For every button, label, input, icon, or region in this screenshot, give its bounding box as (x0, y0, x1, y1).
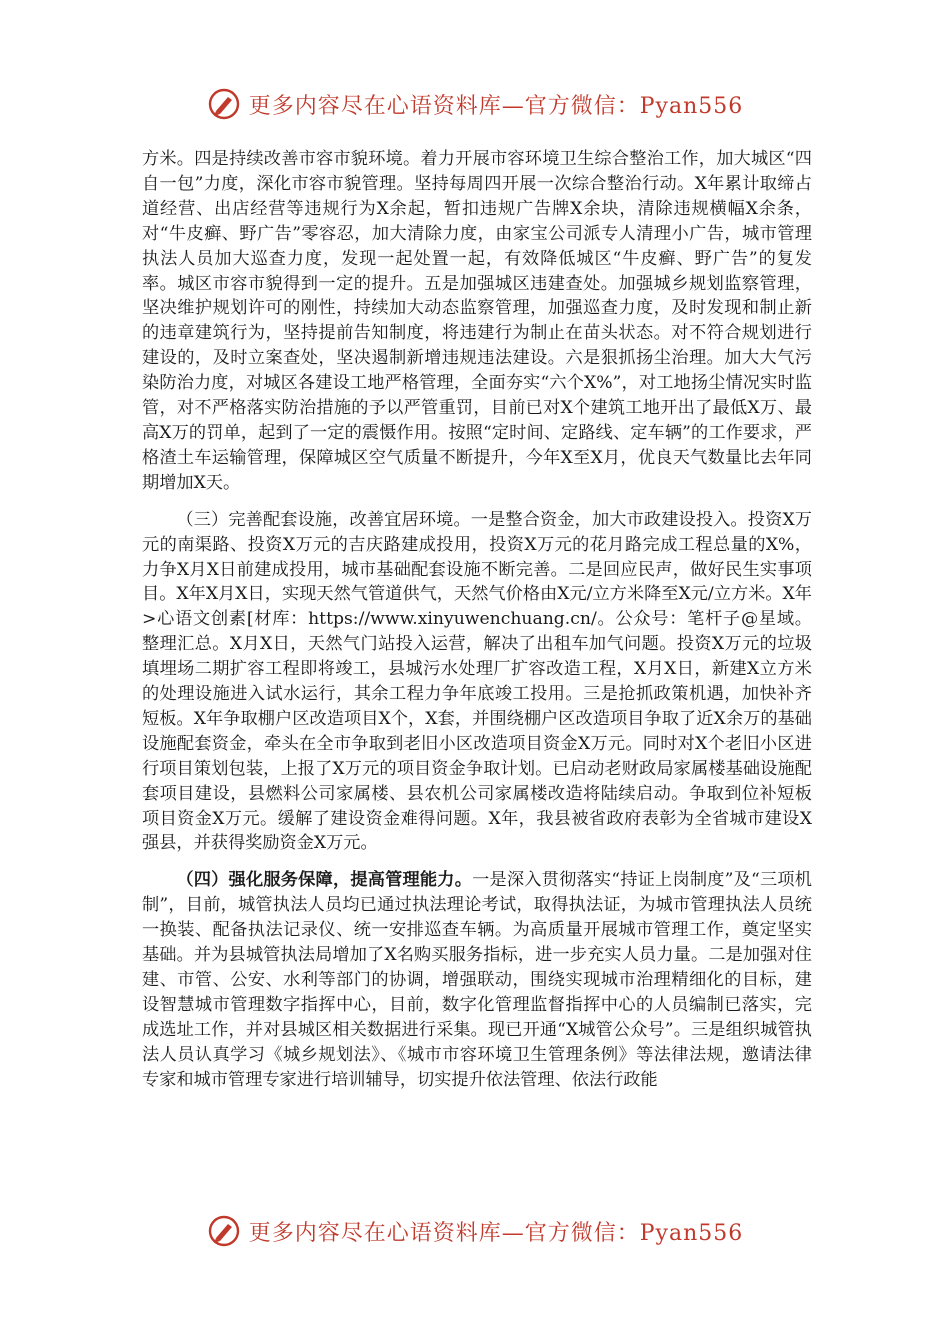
header-banner (0, 84, 950, 124)
section-heading: （四）强化服务保障，提高管理能力。 (176, 870, 473, 891)
banner-text (249, 1216, 744, 1247)
brand-text: 更多内容尽在心语资料库 (248, 1220, 502, 1246)
banner-separator: — (501, 93, 525, 119)
banner-separator: — (501, 1220, 525, 1246)
paragraph-3-body: 一是深入贯彻落实“持证上岗制度”及“三项机制”，目前，城管执法人员均已通过执法理论考试，取得执法证，为城市管理执法人员统一换装、配备执法记录仪、统一安排巡查车辆。为高质量开展城市管理工作，奠定坚实基础。并为县城管执法局增加了X名购买服务指标，进一步充实人员力量。二是加强对住建、市管、公安、水利等部门的协调，增强联动，围绕实现城市治理精细化的目标，建设智慧城市管理数字指挥中心，目前，数字化管理监督指挥中心的人员编制已落实，完成选址工作，并对县城区相关数据进行采集。现已开通“X城管公众号”。三是组织城管执法人员认真学习《城乡规划法》、《城市市容环境卫生管理条例》等法律法规，邀请法律专家和城市管理专家进行培训辅导，切实提升依法管理、依法行政能 (142, 870, 812, 1090)
paragraph-3 (142, 868, 812, 1092)
paragraph-1: 方米。四是持续改善市容市貌环境。着力开展市容环境卫生综合整治工作，加大城区“四自一包”力度，深化市容市貌管理。坚持每周四开展一次综合整治行动。X年累计取缔占道经营、出店经营等违规行为X余起，暂扣违规广告牌X余块，清除违规横幅X余条，对“牛皮癣、野广告”零容忍，加大清除力度，由家宝公司派专人清理小广告，城市管理执法人员加大巡查力度，发现一起处置一起，有效降低城区“牛皮癣、野广告”的复发率。城区市容市貌得到一定的提升。五是加强城区违建查处。加强城乡规划监察管理，坚决维护规划许可的刚性，持续加大动态监察管理，加强巡查力度，及时发现和制止新的违章建筑行为，坚持提前告知制度，将违建行为制止在苗头状态。对不符合规划进行建设的，及时立案查处，坚决遏制新增违规违法建设。六是狠抓扬尘治理。加大大气污染防治力度，对城区各建设工地严格管理，全面夯实“六个X%”，对工地扬尘情况实时监管，对不严格落实防治措施的予以严管重罚，目前已对X个建筑工地开出了最低X万、最高X万的罚单，起到了一定的震慑作用。按照“定时间、定路线、定车辆”的工作要求，严格渣土车运输管理，保障城区空气质量不断提升，今年X至X月，优良天气数量比去年同期增加X天。 (142, 149, 812, 493)
document-body (142, 147, 812, 1093)
footer-banner (0, 1211, 950, 1251)
pen-circle-logo-icon (207, 1214, 241, 1248)
banner-text (249, 89, 744, 120)
wechat-text: 官方微信：Pyan556 (524, 93, 744, 119)
paragraph-2: （三）完善配套设施，改善宜居环境。一是整合资金，加大市政建设投入。投资X万元的南渠路、投资X万元的吉庆路建成投用，投资X万元的花月路完成工程总量的X%，力争X月X日前建成投用，城市基础配套设施不断完善。二是回应民声，做好民生实事项目。X年X月X日，实现天然气管道供气，天然气价格由X元/立方米降至X元/立方米。X年>心语文创素[材库：https://www.xinyuwenchuang.cn/。公众号：笔杆子@星域。整理汇总。X月X日，天然气门站投入运营，解决了出租车加气问题。投资X万元的垃圾填埋场二期扩容工程即将竣工，县城污水处理厂扩容改造工程，X月X日，新建X立方米的处理设施进入试水运行，其余工程力争年底竣工投用。三是抢抓政策机遇，加快补齐短板。X年争取棚户区改造项目X个，X套，并围绕棚户区改造项目争取了近X余万的基础设施配套资金，牵头在全市争取到老旧小区改造项目资金X万元。同时对X个老旧小区进行项目策划包装，上报了X万元的项目资金争取计划。已启动老财政局家属楼基础设施配套项目建设，县燃料公司家属楼、县农机公司家属楼改造将陆续启动。争取到位补短板项目资金X万元。缓解了建设资金难得问题。X年，我县被省政府表彰为全省城市建设X强县，并获得奖励资金X万元。 (142, 509, 812, 854)
wechat-text: 官方微信：Pyan556 (524, 1220, 744, 1246)
pen-circle-logo-icon (207, 87, 241, 121)
brand-text: 更多内容尽在心语资料库 (248, 93, 502, 119)
